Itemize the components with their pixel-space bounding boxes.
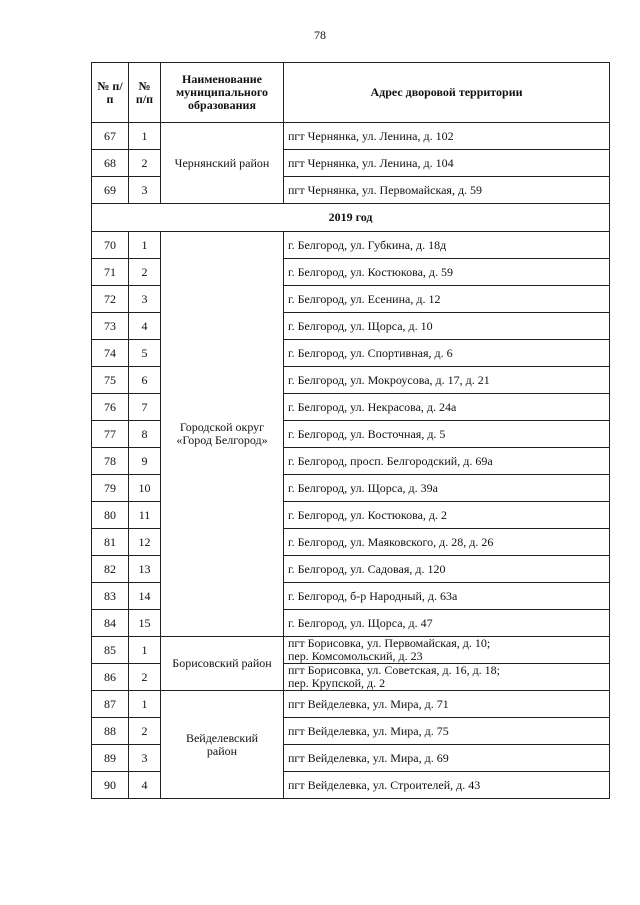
cell-line: пер. Комсомольский, д. 23: [288, 649, 423, 663]
header-num-global: № п/п: [92, 63, 129, 123]
address-cell: г. Белгород, ул. Костюкова, д. 2: [284, 502, 610, 529]
table-row: [92, 232, 610, 259]
header-address: Адрес дворовой территории: [284, 63, 610, 123]
row-subnumber: 5: [129, 340, 161, 367]
address-cell: [284, 664, 610, 691]
cell-line: Вейделевский: [185, 730, 259, 745]
address-cell: пгт Чернянка, ул. Ленина, д. 104: [284, 150, 610, 177]
address-cell: г. Белгород, просп. Белгородский, д. 69а: [284, 448, 610, 475]
row-subnumber: 4: [129, 772, 161, 799]
municipality-name: Борисовский район: [161, 637, 284, 691]
address-cell: г. Белгород, б-р Народный, д. 63а: [284, 583, 610, 610]
row-subnumber: 15: [129, 610, 161, 637]
address-cell: г. Белгород, ул. Мокроусова, д. 17, д. 21: [284, 367, 610, 394]
row-subnumber: 14: [129, 583, 161, 610]
row-subnumber: 4: [129, 313, 161, 340]
row-subnumber: 1: [129, 637, 161, 664]
row-number: 74: [92, 340, 129, 367]
address-cell: г. Белгород, ул. Костюкова, д. 59: [284, 259, 610, 286]
cell-line: район: [206, 743, 238, 758]
row-subnumber: 2: [129, 664, 161, 691]
row-subnumber: 9: [129, 448, 161, 475]
row-subnumber: 3: [129, 745, 161, 772]
address-cell: г. Белгород, ул. Садовая, д. 120: [284, 556, 610, 583]
address-cell: г. Белгород, ул. Губкина, д. 18д: [284, 232, 610, 259]
row-subnumber: 3: [129, 286, 161, 313]
address-cell: пгт Вейделевка, ул. Мира, д. 75: [284, 718, 610, 745]
header-municipality: Наименование муниципального образования: [161, 63, 284, 123]
row-subnumber: 11: [129, 502, 161, 529]
cell-line: пгт Борисовка, ул. Советская, д. 16, д. 18;: [288, 663, 501, 677]
row-number: 71: [92, 259, 129, 286]
address-cell: г. Белгород, ул. Некрасова, д. 24а: [284, 394, 610, 421]
address-cell: г. Белгород, ул. Щорса, д. 39а: [284, 475, 610, 502]
row-number: 82: [92, 556, 129, 583]
row-number: 78: [92, 448, 129, 475]
address-cell: пгт Вейделевка, ул. Мира, д. 69: [284, 745, 610, 772]
year-separator-row: [92, 204, 610, 232]
cell-line: пер. Крупской, д. 2: [288, 676, 386, 690]
row-number: 76: [92, 394, 129, 421]
row-subnumber: 2: [129, 259, 161, 286]
row-subnumber: 6: [129, 367, 161, 394]
table-row: [92, 123, 610, 150]
address-cell: г. Белгород, ул. Восточная, д. 5: [284, 421, 610, 448]
row-subnumber: 7: [129, 394, 161, 421]
row-number: 73: [92, 313, 129, 340]
address-cell: г. Белгород, ул. Спортивная, д. 6: [284, 340, 610, 367]
address-cell: г. Белгород, ул. Щорса, д. 10: [284, 313, 610, 340]
row-number: 86: [92, 664, 129, 691]
row-subnumber: 8: [129, 421, 161, 448]
address-cell: пгт Вейделевка, ул. Мира, д. 71: [284, 691, 610, 718]
row-number: 85: [92, 637, 129, 664]
row-subnumber: 10: [129, 475, 161, 502]
municipality-name: Чернянский район: [161, 123, 284, 204]
cell-line: Городской округ: [179, 420, 265, 434]
row-subnumber: 13: [129, 556, 161, 583]
row-number: 84: [92, 610, 129, 637]
row-subnumber: 12: [129, 529, 161, 556]
page-number: 78: [314, 28, 326, 42]
address-cell: пгт Чернянка, ул. Первомайская, д. 59: [284, 177, 610, 204]
table-row: [92, 691, 610, 718]
cell-line: «Город Белгород»: [176, 433, 268, 447]
year-label: 2019 год: [92, 204, 610, 232]
row-number: 69: [92, 177, 129, 204]
municipality-name: [161, 232, 284, 637]
row-number: 70: [92, 232, 129, 259]
row-number: 79: [92, 475, 129, 502]
row-subnumber: 1: [129, 232, 161, 259]
address-cell: [284, 637, 610, 664]
cell-line: пгт Борисовка, ул. Первомайская, д. 10;: [288, 636, 491, 650]
row-subnumber: 3: [129, 177, 161, 204]
row-number: 89: [92, 745, 129, 772]
header-num-local: № п/п: [129, 63, 161, 123]
territory-table: [91, 62, 610, 799]
row-number: 75: [92, 367, 129, 394]
row-number: 81: [92, 529, 129, 556]
address-cell: пгт Вейделевка, ул. Строителей, д. 43: [284, 772, 610, 799]
row-subnumber: 2: [129, 718, 161, 745]
table-row: [92, 637, 610, 664]
address-cell: г. Белгород, ул. Маяковского, д. 28, д. 26: [284, 529, 610, 556]
address-cell: пгт Чернянка, ул. Ленина, д. 102: [284, 123, 610, 150]
row-subnumber: 1: [129, 123, 161, 150]
municipality-name: [161, 691, 284, 799]
row-subnumber: 2: [129, 150, 161, 177]
row-number: 77: [92, 421, 129, 448]
table-header-row: [92, 63, 610, 123]
row-number: 87: [92, 691, 129, 718]
row-number: 90: [92, 772, 129, 799]
address-cell: г. Белгород, ул. Есенина, д. 12: [284, 286, 610, 313]
address-cell: г. Белгород, ул. Щорса, д. 47: [284, 610, 610, 637]
row-subnumber: 1: [129, 691, 161, 718]
row-number: 68: [92, 150, 129, 177]
row-number: 83: [92, 583, 129, 610]
row-number: 67: [92, 123, 129, 150]
row-number: 88: [92, 718, 129, 745]
row-number: 72: [92, 286, 129, 313]
row-number: 80: [92, 502, 129, 529]
